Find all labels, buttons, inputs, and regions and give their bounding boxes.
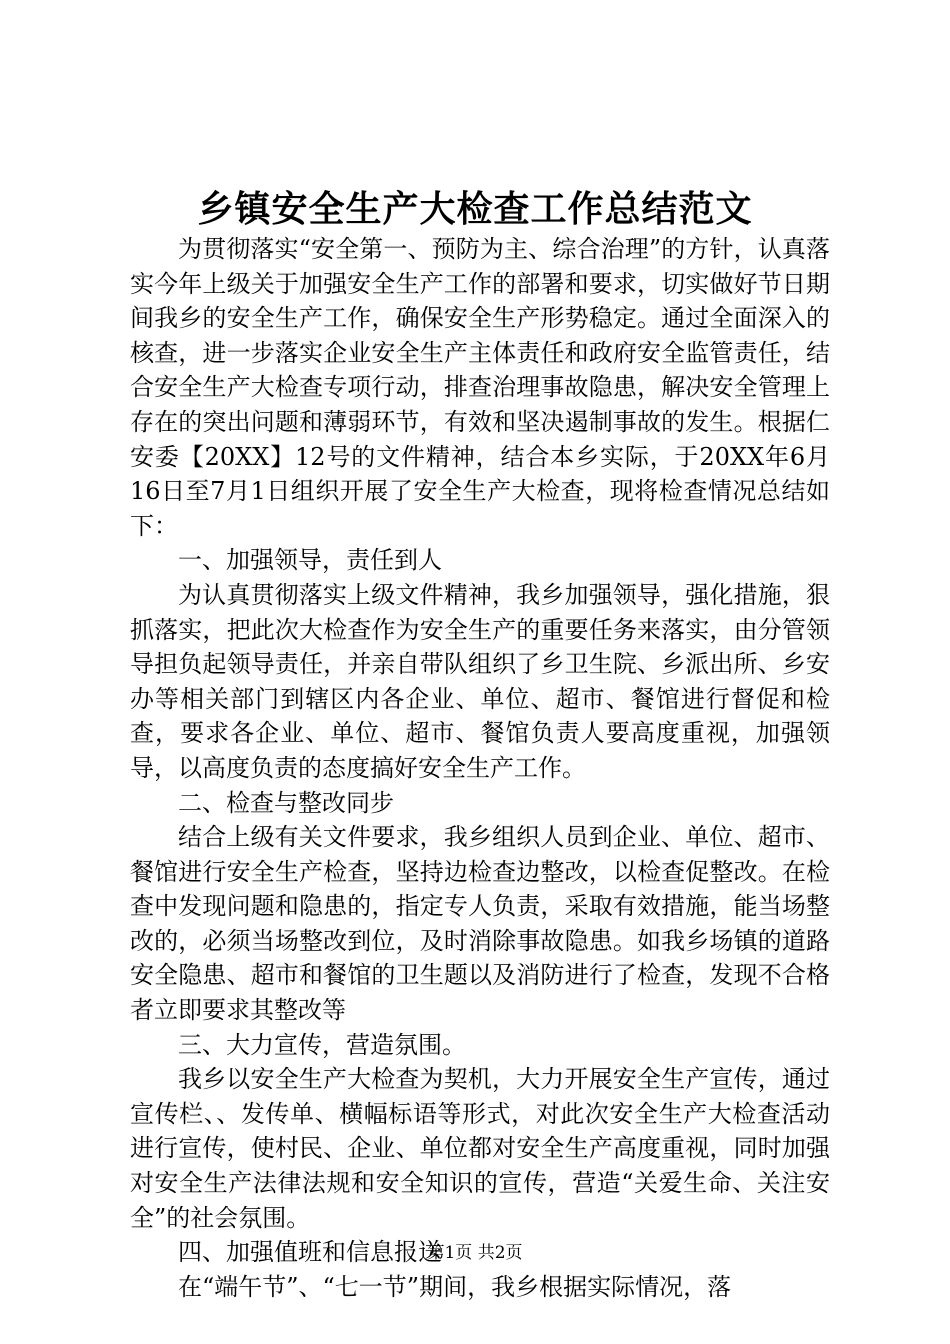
section-2-paragraph: 结合上级有关文件要求，我乡组织人员到企业、单位、超市、餐馆进行安全生产检查，坚持边检查边整改，以检查促整改。在检查中发现问题和隐患的，指定专人负责，采取有效措施，能当场整改的，必须当场整改到位，及时消除事故隐患。如我乡场镇的道路安全隐患、超市和餐馆的卫生题以及消防进行了检查，发现不合格者立即要求其整改等: [130, 823, 830, 1025]
page-footer: 第1页 共2页: [427, 1243, 523, 1263]
document-title: 乡镇安全生产大检查工作总结范文: [197, 188, 753, 230]
section-1-paragraph: 为认真贯彻落实上级文件精神，我乡加强领导，强化措施，狠抓落实，把此次大检查作为安全生产的重要任务来落实，由分管领导担负起领导责任，并亲自带队组织了乡卫生院、乡派出所、乡安办等相关部门到辖区内各企业、单位、超市、餐馆进行督促和检查，要求各企业、单位、超市、餐馆负责人要高度重视，加强领导，以高度负责的态度搞好安全生产工作。: [130, 580, 830, 782]
section-4-paragraph: 在“端午节”、“七一节”期间，我乡根据实际情况，落: [178, 1272, 732, 1301]
section-heading-2: 二、检查与整改同步: [178, 788, 394, 817]
section-heading-3: 三、大力宣传，营造氛围。: [178, 1030, 466, 1059]
section-heading-1: 一、加强领导，责任到人: [178, 546, 442, 575]
section-heading-4: 四、加强值班和信息报送: [178, 1238, 442, 1267]
section-3-paragraph: 我乡以安全生产大检查为契机，大力开展安全生产宣传，通过宣传栏、、发传单、横幅标语等形式，对此次安全生产大检查活动进行宣传，使村民、企业、单位都对安全生产高度重视，同时加强对安全生产法律法规和安全知识的宣传，营造“关爱生命、关注安全”的社会氛围。: [130, 1065, 830, 1232]
document-body: [130, 232, 830, 1304]
intro-paragraph: 为贯彻落实“安全第一、预防为主、综合治理”的方针，认真落实今年上级关于加强安全生产工作的部署和要求，切实做好节日期间我乡的安全生产工作，确保安全生产形势稳定。通过全面深入的核查，进一步落实企业安全生产主体责任和政府安全监管责任，结合安全生产大检查专项行动，排查治理事故隐患，解决安全管理上存在的突出问题和薄弱环节，有效和坚决遏制事故的发生。根据仁安委【20XX】12号的文件精神，结合本乡实际，于20XX年6月16日至7月1日组织开展了安全生产大检查，现将检查情况总结如下：: [130, 235, 830, 540]
